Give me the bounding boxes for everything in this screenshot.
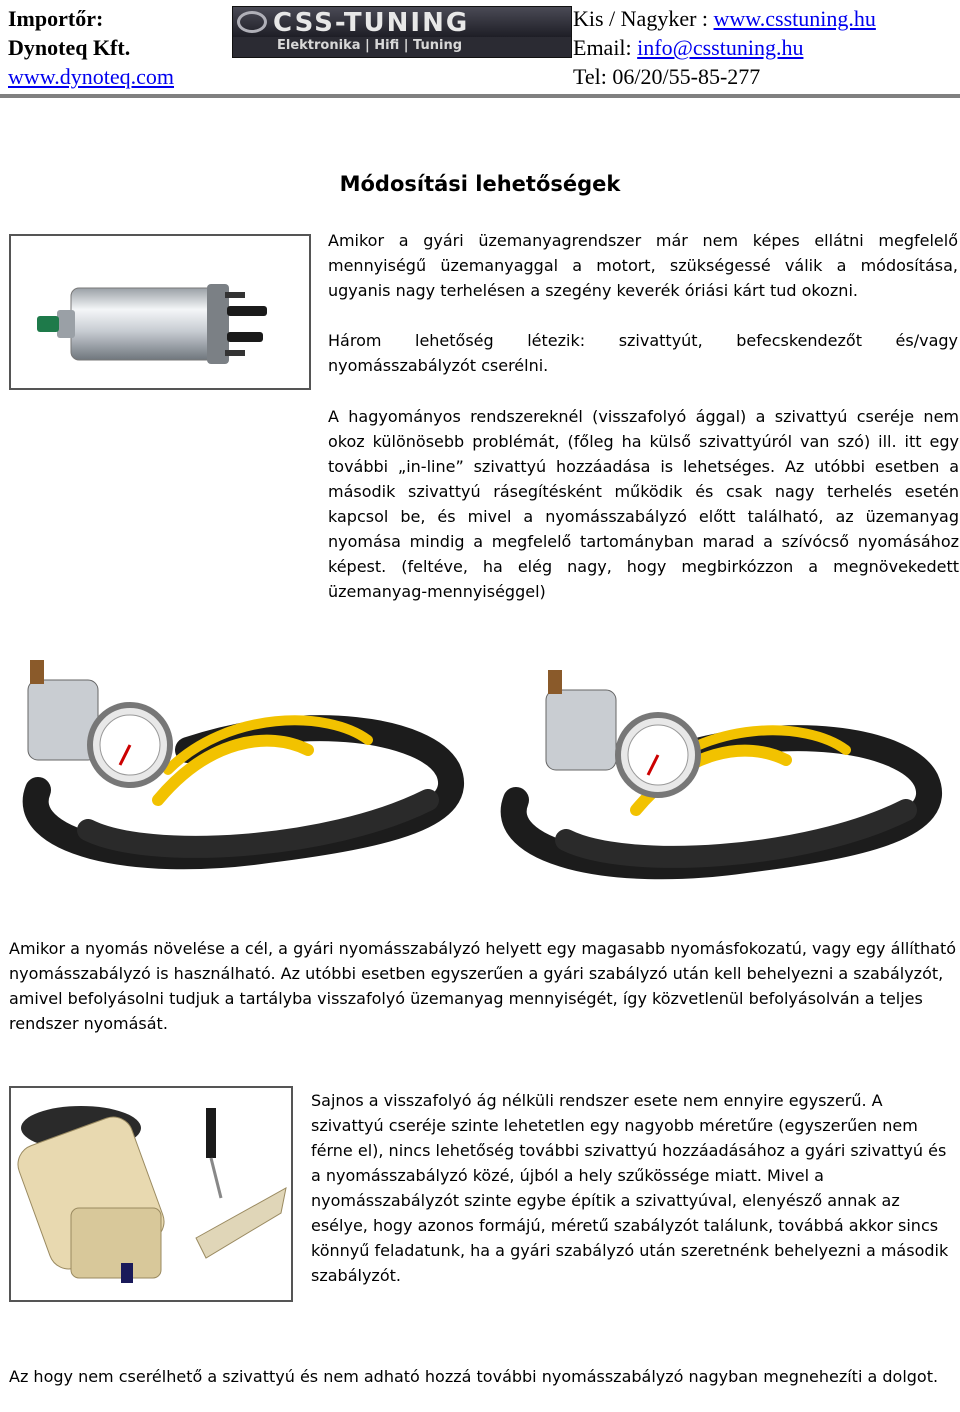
paragraph-return-systems-first: A hagyományos rendszereknél (visszafolyó ággal) a szivattyú cseréje nem okoz különösebb problémát, (főleg ha külső szivattyúról van szó) ill. itt egy további „in-line” szivattyú hozzáadása is lehetséges. Az utóbbi esetben a második szivattyú rásegítésként működik és csak nagy terhelés esetén kapcsol be, és mivel a nyomásszabályzó előtt található, az üzemanyag nyomása mindig a megfelelő tartományban marad a szívócső nyomásához képest. (feltéve, ha elég nagy, hogy megbirkózzon a megnövekedett üzemanyag-mennyiséggel): [328, 407, 960, 601]
contact-block: [573, 4, 876, 91]
logo-subtitle: Elektronika | Hifi | Tuning: [277, 38, 463, 53]
page-title: Módosítási lehetőségek: [339, 172, 621, 196]
email-link[interactable]: info@csstuning.hu: [637, 35, 804, 60]
logo-text: CSS-TUNING: [273, 8, 470, 38]
css-tuning-logo: [232, 6, 572, 58]
paragraph-conclusion: Az hogy nem cserélhető a szivattyú és nem adható hozzá további nyomásszabályzó nagyban megnehezíti a dolgot.: [9, 1367, 939, 1386]
document-header: [0, 0, 960, 96]
paragraph-options: Három lehetőség létezik: szivattyút, befecskendezőt és/vagy nyomásszabályzót cserélni.: [328, 331, 958, 375]
paragraph-return-systems: [9, 404, 959, 604]
importer-label: Importőr:: [8, 6, 104, 31]
paragraph-pressure-increase: Amikor a nyomás növelése a cél, a gyári nyomásszabályzó helyett egy magasabb nyomásfokozatú, vagy egy állítható nyomásszabályzó is használható. Az utóbbi esetben egyszerűen a gyári szabályzó után kell behelyezni a szabályzót, amivel befolyásolni tudjuk a tartályba visszafolyó üzemanyag mennyiségét, így közvetlenül befolyásolván a teljes rendszer nyomását.: [9, 939, 957, 1033]
pressure-regulator-image-right: [486, 660, 958, 890]
fuel-pump-image: [9, 234, 311, 390]
company-name: Dynoteq Kft.: [8, 35, 131, 60]
importer-block: [8, 4, 174, 91]
in-tank-pump-module-image: [9, 1086, 293, 1302]
paragraph-intro: Amikor a gyári üzemanyagrendszer már nem képes ellátni megfelelő mennyiségű üzemanyaggal a motort, szükségessé válik a módosítása, ugyanis nagy terhelésen a szegény keverék óriási kárt tud okozni.: [328, 231, 958, 300]
header-divider: [0, 94, 960, 98]
retail-link[interactable]: www.csstuning.hu: [713, 6, 876, 31]
pressure-regulator-image-left: [8, 650, 480, 880]
logo-swirl-icon: [237, 11, 267, 33]
retail-line: Kis / Nagyker : www.csstuning.hu: [573, 6, 876, 31]
email-line: Email: info@csstuning.hu: [573, 35, 804, 60]
paragraph-returnless-systems: Sajnos a visszafolyó ág nélküli rendszer esete nem ennyire egyszerű. A szivattyú cseréje szinte lehetetlen egy nagyobb méretűre (egyszerűen nem férne el), nincs lehetőség további szivattyú hozzáadásához a gyári szivattyú és a nyomásszabályzó közé, újból a hely szűkössége miatt. Mivel a nyomásszabályzót szinte egybe építik a szivattyúval, elenyésző annak az esélye, hogy azonos formájú, méretű szabályzót találunk, továbbá akkor sincs könnyű feladatunk, ha a gyári szabályzó után szeretnénk behelyezni a második szabályzót.: [311, 1091, 949, 1285]
phone-line: Tel: 06/20/55-85-277: [573, 64, 761, 89]
company-link[interactable]: www.dynoteq.com: [8, 64, 174, 89]
